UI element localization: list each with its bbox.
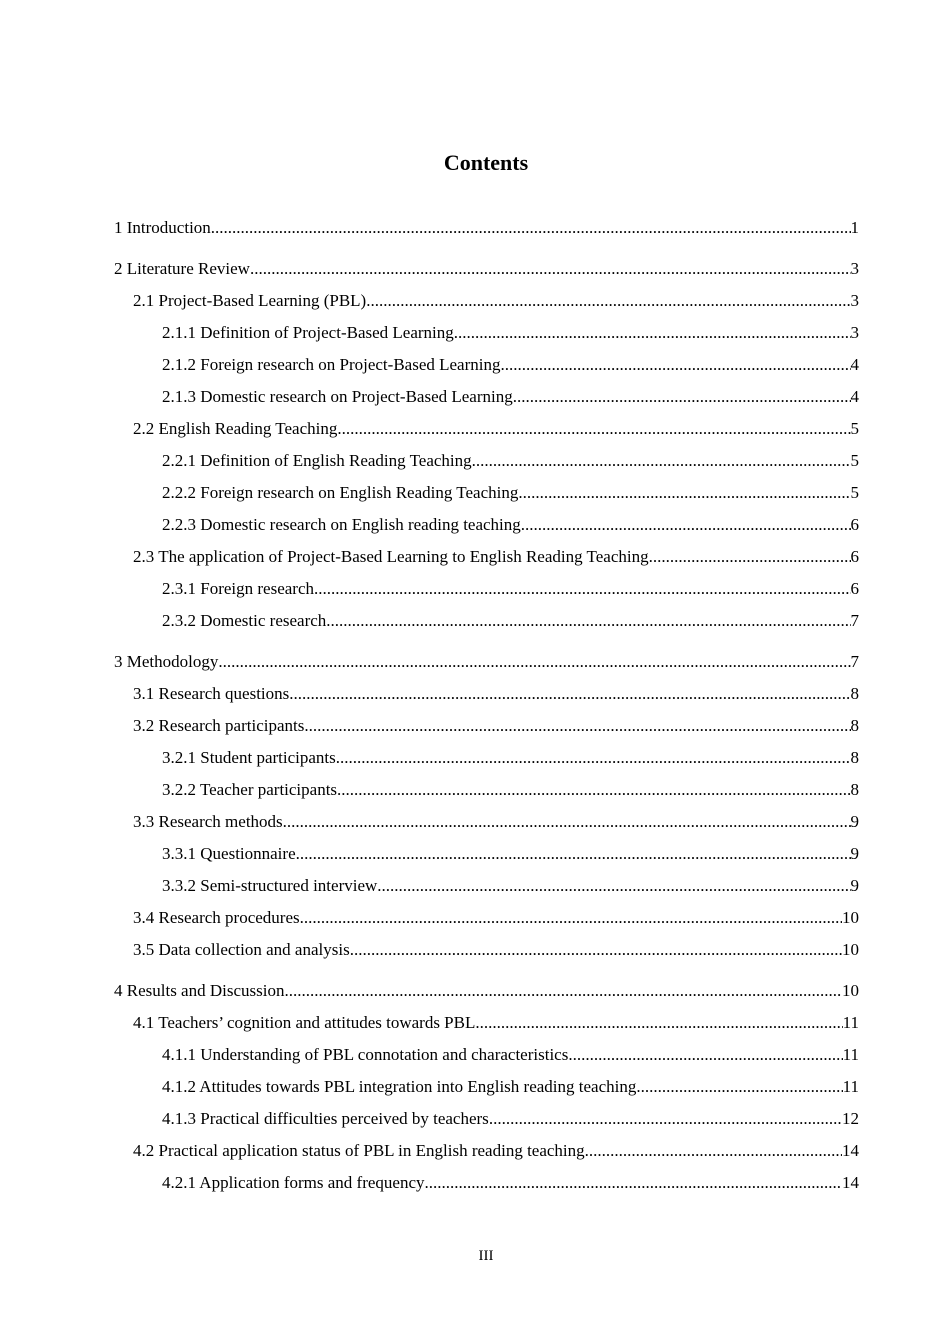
toc-leader-dots	[304, 713, 850, 739]
toc-entry-page: 10	[842, 981, 859, 1000]
toc-entry-title: 1 Introduction	[114, 218, 211, 237]
toc-leader-dots	[283, 809, 851, 835]
toc-entry[interactable]	[114, 608, 859, 640]
toc-leader-dots	[475, 1010, 842, 1036]
toc-leader-dots	[568, 1042, 842, 1068]
toc-entry-page: 9	[850, 812, 859, 831]
toc-leader-dots	[326, 608, 850, 634]
toc-leader-dots	[472, 448, 851, 474]
toc-leader-dots	[284, 978, 842, 1004]
toc-entry[interactable]	[114, 320, 859, 352]
toc-entry-title: 2.2 English Reading Teaching	[133, 419, 338, 438]
toc-leader-dots	[218, 649, 850, 675]
toc-entry-title: 3 Methodology	[114, 652, 219, 671]
toc-leader-dots	[636, 1074, 842, 1100]
toc-entry-title: 3.5 Data collection and analysis	[133, 940, 350, 959]
toc-entry[interactable]	[114, 937, 859, 969]
toc-entry[interactable]	[114, 215, 859, 247]
toc-leader-dots	[425, 1170, 843, 1196]
toc-entry-page: 5	[850, 451, 859, 470]
toc-entry-page: 11	[842, 1045, 859, 1064]
toc-entry-page: 7	[850, 611, 859, 630]
toc-entry-page: 4	[850, 355, 859, 374]
toc-entry-title: 3.2 Research participants	[133, 716, 305, 735]
toc-entry[interactable]	[114, 352, 859, 384]
toc-entry-title: 4.1 Teachers’ cognition and attitudes towards PBL	[133, 1013, 476, 1032]
page-number-footer: III	[478, 1248, 494, 1264]
toc-entry-page: 1	[850, 218, 859, 237]
toc-entry-title: 2 Literature Review	[114, 259, 250, 278]
toc-leader-dots	[489, 1106, 842, 1132]
toc-leader-dots	[454, 320, 851, 346]
toc-entry-page: 12	[842, 1109, 859, 1128]
toc-entry[interactable]	[114, 777, 859, 809]
toc-entry-title: 4.1.1 Understanding of PBL connotation and characteristics	[162, 1045, 569, 1064]
toc-entry[interactable]	[114, 288, 859, 320]
toc-entry-page: 6	[850, 515, 859, 534]
toc-leader-dots	[211, 215, 851, 241]
toc-entry-page: 4	[850, 387, 859, 406]
toc-entry-page: 8	[850, 716, 859, 735]
toc-entry-title: 4 Results and Discussion	[114, 981, 285, 1000]
toc-entry[interactable]	[114, 978, 859, 1010]
toc-leader-dots	[337, 777, 850, 803]
toc-leader-dots	[250, 256, 851, 282]
toc-leader-dots	[518, 480, 850, 506]
toc-entry[interactable]	[114, 1074, 859, 1106]
toc-entry[interactable]	[114, 1106, 859, 1138]
toc-leader-dots	[289, 681, 850, 707]
toc-entry-title: 2.2.2 Foreign research on English Reading Teaching	[162, 483, 519, 502]
toc-entry-title: 2.3 The application of Project-Based Learning to English Reading Teaching	[133, 547, 649, 566]
toc-leader-dots	[649, 544, 851, 570]
toc-entry-page: 6	[850, 547, 859, 566]
toc-entry[interactable]	[114, 1170, 859, 1202]
toc-entry[interactable]	[114, 873, 859, 905]
toc-entry[interactable]	[114, 512, 859, 544]
toc-entry[interactable]	[114, 544, 859, 576]
toc-entry[interactable]	[114, 384, 859, 416]
toc-entry[interactable]	[114, 809, 859, 841]
toc-entry-page: 3	[850, 323, 859, 342]
toc-entry[interactable]	[114, 448, 859, 480]
toc-entry[interactable]	[114, 841, 859, 873]
toc-entry[interactable]	[114, 1138, 859, 1170]
toc-leader-dots	[521, 512, 851, 538]
toc-entry-page: 11	[842, 1077, 859, 1096]
toc-leader-dots	[337, 416, 850, 442]
toc-leader-dots	[513, 384, 851, 410]
toc-entry-page: 10	[842, 940, 859, 959]
toc-entry-title: 2.1.2 Foreign research on Project-Based Learning	[162, 355, 501, 374]
toc-leader-dots	[296, 841, 851, 867]
toc-leader-dots	[314, 576, 850, 602]
toc-entry-page: 10	[842, 908, 859, 927]
page-title: Contents	[443, 150, 529, 175]
toc-entry-title: 4.1.2 Attitudes towards PBL integration into English reading teaching	[162, 1077, 637, 1096]
toc-entry-title: 3.2.2 Teacher participants	[162, 780, 338, 799]
toc-entry-title: 3.3 Research methods	[133, 812, 283, 831]
toc-entry-page: 14	[842, 1141, 859, 1160]
toc-leader-dots	[300, 905, 842, 931]
toc-entry-page: 5	[850, 419, 859, 438]
toc-entry-page: 8	[850, 684, 859, 703]
toc-entry[interactable]	[114, 480, 859, 512]
toc-entry[interactable]	[114, 681, 859, 713]
toc-entry-title: 2.2.1 Definition of English Reading Teaching	[162, 451, 472, 470]
table-of-contents	[114, 215, 859, 1202]
toc-entry-title: 4.1.3 Practical difficulties perceived by teachers	[162, 1109, 489, 1128]
toc-entry-title: 2.3.2 Domestic research	[162, 611, 327, 630]
toc-entry-page: 5	[850, 483, 859, 502]
toc-entry-page: 9	[850, 844, 859, 863]
toc-entry-page: 9	[850, 876, 859, 895]
toc-entry-title: 2.2.3 Domestic research on English reading teaching	[162, 515, 521, 534]
toc-entry-page: 3	[850, 291, 859, 310]
toc-entry[interactable]	[114, 713, 859, 745]
toc-leader-dots	[585, 1138, 842, 1164]
toc-entry[interactable]	[114, 416, 859, 448]
toc-leader-dots	[500, 352, 850, 378]
toc-leader-dots	[350, 937, 842, 963]
toc-entry-title: 2.1 Project-Based Learning (PBL)	[133, 291, 367, 310]
toc-leader-dots	[366, 288, 850, 314]
toc-entry-page: 6	[850, 579, 859, 598]
toc-entry[interactable]	[114, 745, 859, 777]
toc-entry[interactable]	[114, 1010, 859, 1042]
toc-entry-page: 11	[842, 1013, 859, 1032]
toc-entry-page: 8	[850, 780, 859, 799]
toc-entry-title: 3.2.1 Student participants	[162, 748, 336, 767]
toc-entry-page: 7	[850, 652, 859, 671]
toc-entry-title: 3.3.1 Questionnaire	[162, 844, 296, 863]
toc-entry[interactable]	[114, 576, 859, 608]
toc-entry-title: 2.1.3 Domestic research on Project-Based Learning	[162, 387, 513, 406]
toc-entry-title: 2.1.1 Definition of Project-Based Learning	[162, 323, 454, 342]
toc-entry[interactable]	[114, 256, 859, 288]
toc-entry[interactable]	[114, 905, 859, 937]
toc-entry-title: 2.3.1 Foreign research	[162, 579, 315, 598]
toc-entry[interactable]	[114, 1042, 859, 1074]
toc-entry-page: 14	[842, 1173, 859, 1192]
toc-leader-dots	[336, 745, 851, 771]
toc-entry-title: 3.3.2 Semi-structured interview	[162, 876, 378, 895]
toc-entry-page: 8	[850, 748, 859, 767]
toc-entry-title: 4.2.1 Application forms and frequency	[162, 1173, 425, 1192]
toc-entry-title: 4.2 Practical application status of PBL in English reading teaching	[133, 1141, 585, 1160]
toc-leader-dots	[377, 873, 850, 899]
toc-entry-page: 3	[850, 259, 859, 278]
toc-entry-title: 3.1 Research questions	[133, 684, 290, 703]
toc-entry-title: 3.4 Research procedures	[133, 908, 300, 927]
toc-entry[interactable]	[114, 649, 859, 681]
